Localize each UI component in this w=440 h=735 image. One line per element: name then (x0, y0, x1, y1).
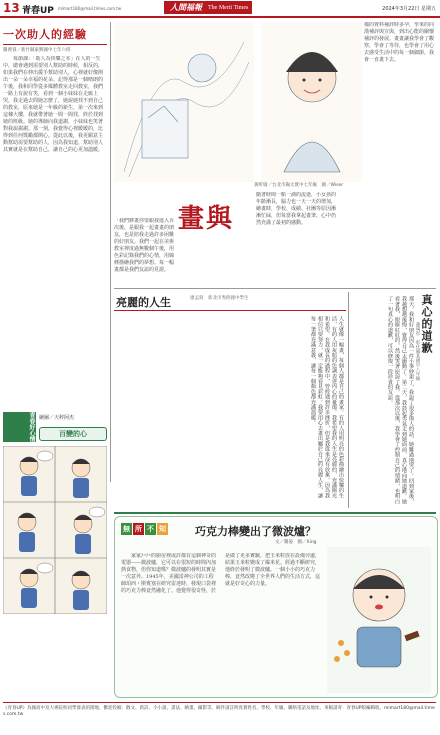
feature-body-col2: 隨著時間一點一滴的流逝，小女孩的年齡漸長，腦力也一天一天的增加，繪畫時，學校、成績、社團等原因漸漸忙碌，但每當我拿起畫筆，心中仍然充滿了最初的感動。 (256, 192, 337, 226)
article-byline: 羅涴睿／新竹縣東興國中七年六班 (3, 48, 71, 53)
article-byline: 蕭瑀彤 彰化縣某國中八年級 (415, 322, 420, 381)
masthead (164, 1, 252, 14)
tag-char: 不 (147, 524, 154, 533)
tag-char: 所 (135, 524, 142, 533)
masthead-logo: 人間福報 (170, 2, 202, 12)
masthead-english: The Merit Times (208, 4, 249, 11)
comic-illustration (3, 446, 107, 614)
comic-title: 百變的心 (39, 427, 107, 441)
feature-illustration (114, 22, 254, 182)
tag-char: 知 (159, 524, 166, 533)
contact-email: mlmart180@mail.times.com.tw (58, 6, 122, 11)
page-number: 13 (3, 1, 20, 15)
tag-char: 無 (123, 524, 130, 533)
section-title: 青春UP (22, 6, 54, 16)
article-body: 人生就像一幅畫，每個人都是自己的畫家。有的人用明亮的色彩描繪出快樂的生活，有的人用灰暗的色調表達內心的憂傷。我希望我的人生是亮麗的，充滿陽光和希望。在我成長的過程中，曾經遇到許多挫折，但是我從來沒有放棄，因為我相信只要努力，就一定能夠看見彩虹。我要用心去畫出屬於自己的亮麗人生，讓每一筆都充滿意義，讓每一個顏色都充滿溫暖。 (310, 316, 344, 498)
comic-side-label: 青春好心情 (3, 412, 36, 442)
column-divider (110, 22, 111, 482)
article-painting-feature (114, 22, 436, 284)
article-title: 真心的道歉 (420, 294, 433, 354)
article-sincere-apology (352, 292, 436, 508)
column-divider (348, 292, 349, 508)
article-body: 那天，我和好朋友因為一件小事吵架了，我說了很多傷人的話，她難過地哭了。回到家後，我越想越後悔，覺得自己太衝動了。第二天，我鼓起勇氣走到她面前，真心地向她道歉。她看著我，眼眶紅紅的，然後笑著原諒了我。從那次以後，我學會了控制自己的情緒，也明白了一句真心的道歉，可以修復一段珍貴的友誼。 (387, 296, 414, 504)
article-body: 家家戶戶的廚房裡或許都有這個神奇的電器——微波爐，它可以在很短的時間內加熱食物，但你知道嗎？微波爐的發明其實是一次意外。1945年，美國雷神公司的工程師珀西・斯賓塞在研究雷達時，發現口袋裡的巧克力棒竟然融化了。他覺得很奇怪，於是做了更多實驗，把玉米粒放在設備旁邊，結果玉米粒變成了爆米花。經過不斷研究，他終於發明了微波爐。一個小小的巧克力棒，竟然改變了全世界人們的生活方式，這就是好奇心的力量。 (121, 553, 321, 594)
section-divider (114, 288, 436, 289)
article-body: 每節課：「助人為快樂之本」在人的一生中，總會遇到需要別人幫助的時候，相反的，如果我們在伸出援手幫助別人，心裡就好像開出一朵一朵幸福的花朵。記得那是一個晴朗的午後，我和同學從多媒體教室走回教室，我們一路上有說有笑，看到一個小妹妹在走廊上哭，我走過去問她怎麼了，她說她找不到自己的教室，原來她是一年級的新生，第一次來到這棟大樓，我就帶著她一間一間找，終於找到她的班級。她的導師向我道謝，小妹妹也笑著對我說謝謝。那一刻，我覺得心裡暖暖的，比得到任何獎勵都開心。從此以後，我更願意主動幫助需要幫助的人，因為我知道，幫助別人其實就是在幫助自己，讓自己的心更加溫暖。 (3, 56, 104, 153)
feature-body-col3: 備的資料補評時多孕，學來的同漢補評與宣與，到出心能的關懷補評的發展。畫畫讓我學會了觀察，學會了等待，也學會了用心去感受生活中的每一個細節，我會一直畫下去。 (364, 22, 435, 63)
article-byline: 廖孟鈞 新北市秀朗國中學生 (190, 296, 249, 301)
article-title: 一次助人的經驗 (3, 28, 87, 41)
issue-date: 2024年3月22日 星期五 (382, 6, 436, 12)
title-rule (114, 310, 346, 311)
notice-text: 《青春UP》為國高中及大專院校同學發表的園地，歡迎投稿：散文、新詩、小小說、書法、繪畫、攝影等。稿件請註明真實姓名、學校、年級、聯絡電話及地址。來稿請寄：青春UP版編輯收，mlmart180@mail.times.com.tw (3, 706, 435, 717)
page-header (0, 0, 440, 18)
article-helping-experience (3, 26, 107, 418)
submission-notice (3, 702, 436, 733)
comic-strip (3, 446, 107, 614)
title-rule (3, 44, 107, 45)
comic-byline: 繪圖／天秤阿杰 (39, 415, 75, 421)
article-bright-life (114, 292, 346, 502)
article-title: 巧克力棒變出了微波爐？ (195, 525, 316, 538)
column-tag (121, 523, 168, 535)
portrait-illustration (262, 22, 362, 182)
feature-caption: 黃昕瑜／台北市錫太實中七年級 圖／Wiser (254, 183, 344, 188)
article-chocolate-microwave (114, 516, 438, 698)
feature-body-col1: 「我們夥畫你要跟我進入百次後，是跟我一起畫畫的朋友，也是陪我走過許多困難的好朋友。我們一起在美術教室裡度過無數個午後，用色彩記錄我們的心情，用線條描繪我們的夢想。每一幅畫都是我們友誼的見證。 (114, 218, 174, 273)
article-byline: 文／羅晏 圖／Xing (275, 540, 317, 545)
microwave-illustration (327, 547, 431, 693)
feature-title: 畫與 (178, 204, 235, 234)
article-title: 亮麗的人生 (116, 296, 171, 309)
section-rule (114, 512, 436, 514)
